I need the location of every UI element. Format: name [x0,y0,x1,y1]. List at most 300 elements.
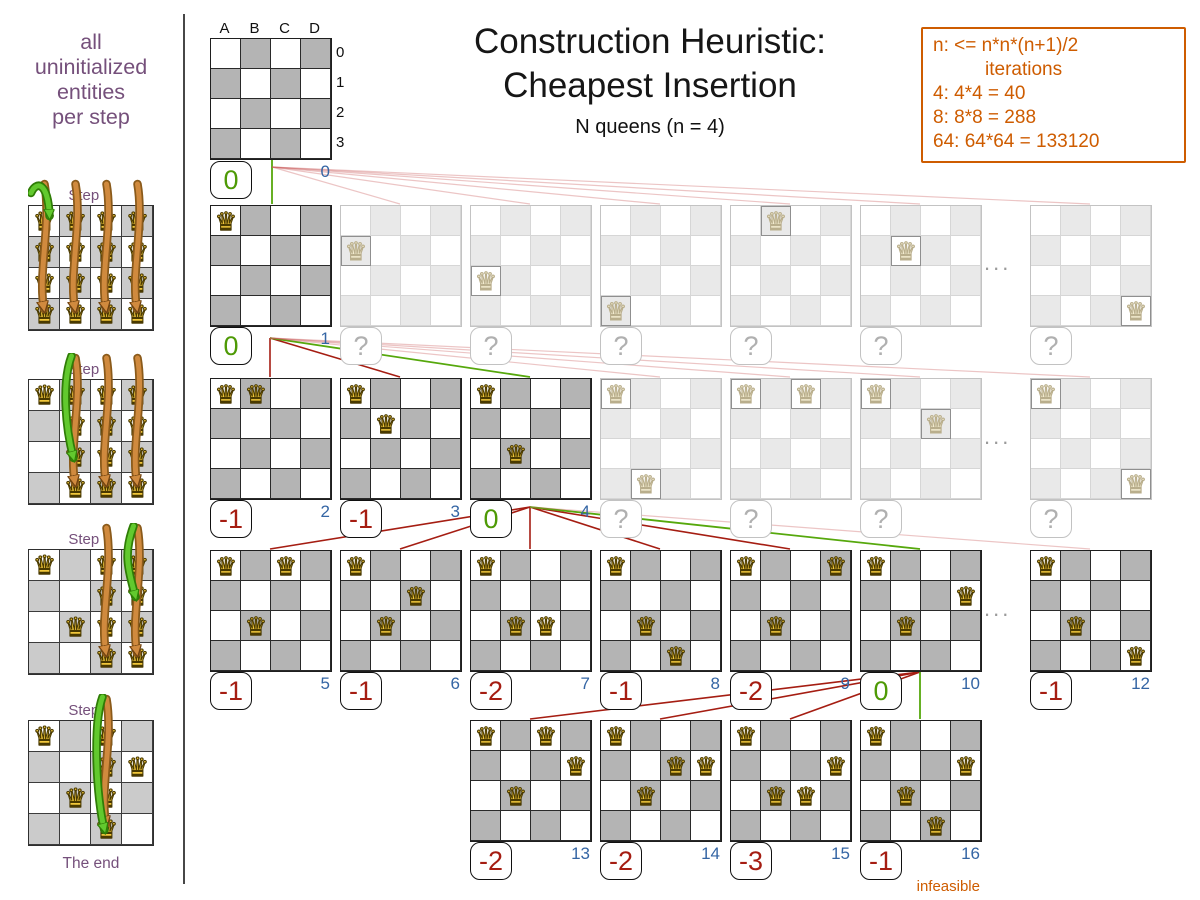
board-cell [60,550,91,581]
board-cell [601,266,631,296]
board-cell [761,751,791,781]
queen-icon: ♛ [63,206,88,237]
queen-icon: ♛ [214,206,238,236]
board-cell [431,551,461,581]
score-badge: -3 [730,842,772,880]
chess-board [28,205,154,331]
board-cell [921,236,951,266]
queen-icon: ♛ [534,721,558,751]
board-cell [301,469,331,499]
board-cell [1031,641,1061,671]
board-cell [631,379,661,409]
board-cell [631,721,661,751]
board-cell [29,752,60,783]
board-cell [271,39,301,69]
board-cell [891,296,921,326]
board-cell [1121,236,1151,266]
board-cell [891,266,921,296]
board-cell [561,206,591,236]
queen-icon: ♛ [214,379,238,409]
board-cell [271,581,301,611]
board-cell [761,296,791,326]
queen-icon: ♛ [94,237,119,268]
board-cell [921,266,951,296]
board-cell [211,99,241,129]
board-cell [29,581,60,612]
board-cell [821,611,851,641]
score-badge: -2 [730,672,772,710]
board-cell [531,641,561,671]
board-cell [601,641,631,671]
board-cell [271,69,301,99]
queen-icon: ♛ [125,237,150,268]
board-cell [371,206,401,236]
board-cell [661,236,691,266]
board-cell [471,611,501,641]
iteration-number: 10 [961,674,980,693]
board-cell [921,296,951,326]
column-label: A [219,20,231,37]
board-cell [661,781,691,811]
board-cell [761,439,791,469]
board-cell [341,469,371,499]
board-cell [1031,581,1061,611]
board-cell [731,296,761,326]
board-cell [501,409,531,439]
board-cell [29,643,60,674]
board-cell [691,641,721,671]
intro-line: per step [52,105,130,129]
board-cell [731,266,761,296]
board-cell [241,469,271,499]
score-badge: -1 [340,500,382,538]
queen-icon: ♛ [474,551,498,581]
board-cell [791,641,821,671]
chess-board [730,550,852,672]
board-cell [731,751,761,781]
board-cell [301,551,331,581]
queen-icon: ♛ [341,236,371,266]
board-cell [1091,379,1121,409]
queen-icon: ♛ [734,551,758,581]
score-badge: -1 [860,842,902,880]
board-cell [661,581,691,611]
board-cell [891,439,921,469]
queen-icon: ♛ [94,268,119,299]
chess-board [1030,205,1152,327]
board-cell [761,469,791,499]
board-cell [791,721,821,751]
note-line: 4: 4*4 = 40 [933,83,1026,104]
board-cell [1031,439,1061,469]
score-badge: ? [860,500,902,538]
board-cell [661,811,691,841]
queen-icon: ♛ [94,814,119,845]
queen-icon: ♛ [94,442,119,473]
board-cell [691,611,721,641]
board-cell [761,581,791,611]
board-cell [731,781,761,811]
board-cell [29,612,60,643]
board-cell [1061,206,1091,236]
board-cell [761,379,791,409]
board-cell [1121,439,1151,469]
queen-icon: ♛ [601,379,631,409]
candidate-move-line [272,167,1090,204]
board-cell [561,379,591,409]
queen-icon: ♛ [32,380,57,411]
queen-icon: ♛ [504,611,528,641]
board-cell [861,611,891,641]
queen-icon: ♛ [601,296,631,326]
board-cell [271,266,301,296]
queen-icon: ♛ [344,379,368,409]
board-cell [891,551,921,581]
board-cell [951,409,981,439]
board-cell [861,266,891,296]
board-cell [271,129,301,159]
board-cell [122,721,153,752]
board-cell [631,236,661,266]
board-cell [951,811,981,841]
board-cell [241,236,271,266]
board-cell [661,266,691,296]
board-cell [531,751,561,781]
board-cell [1061,296,1091,326]
board-cell [531,266,561,296]
score-badge: -1 [1030,672,1072,710]
board-cell [601,611,631,641]
board-cell [60,581,91,612]
board-cell [401,379,431,409]
board-cell [531,439,561,469]
board-cell [731,206,761,236]
board-cell [661,611,691,641]
queen-icon: ♛ [63,411,88,442]
queen-icon: ♛ [63,783,88,814]
chess-board [600,550,722,672]
queen-icon: ♛ [861,379,891,409]
candidate-move-line [272,167,790,204]
board-cell [951,236,981,266]
board-cell [761,236,791,266]
board-cell [501,551,531,581]
board-cell [691,296,721,326]
board-cell [691,409,721,439]
board-cell [531,236,561,266]
board-cell [271,236,301,266]
board-cell [271,641,301,671]
board-cell [301,641,331,671]
candidate-move-line [270,338,1090,377]
board-cell [821,409,851,439]
chess-board [340,205,462,327]
board-cell [861,236,891,266]
board-cell [371,439,401,469]
board-cell [531,551,561,581]
board-cell [891,409,921,439]
board-cell [631,266,661,296]
board-cell [211,266,241,296]
board-cell [761,721,791,751]
board-cell [271,379,301,409]
board-cell [211,236,241,266]
row-label: 1 [336,74,345,91]
intro-line: uninitialized [34,55,148,79]
board-cell [761,409,791,439]
queen-icon: ♛ [894,781,918,811]
board-cell [791,811,821,841]
board-cell [1061,439,1091,469]
board-cell [29,442,60,473]
chess-board [470,378,592,500]
chess-board [730,205,852,327]
board-cell [601,206,631,236]
board-cell [561,266,591,296]
board-cell [401,409,431,439]
queen-icon: ♛ [664,751,688,781]
board-cell [601,409,631,439]
board-cell [1121,266,1151,296]
board-cell [301,409,331,439]
board-cell [341,641,371,671]
ellipsis: ... [984,250,1012,275]
board-cell [601,781,631,811]
board-cell [371,379,401,409]
queen-icon: ♛ [94,721,119,752]
board-cell [691,551,721,581]
board-cell [631,409,661,439]
score-badge: ? [1030,327,1072,365]
board-cell [1031,206,1061,236]
iteration-number: 12 [1131,674,1150,693]
board-cell [211,581,241,611]
board-cell [341,409,371,439]
board-cell [661,379,691,409]
board-cell [122,783,153,814]
board-cell [861,206,891,236]
board-cell [501,379,531,409]
board-cell [891,206,921,236]
board-cell [921,206,951,236]
board-cell [631,439,661,469]
board-cell [951,551,981,581]
board-cell [921,641,951,671]
chess-board [28,549,154,675]
board-cell [29,411,60,442]
title-line-2: Cheapest Insertion [503,66,797,105]
board-cell [761,551,791,581]
board-cell [1061,551,1091,581]
board-cell [951,469,981,499]
board-cell [1121,409,1151,439]
board-cell [861,641,891,671]
board-cell [1121,551,1151,581]
board-cell [891,721,921,751]
queen-icon: ♛ [731,379,761,409]
queen-icon: ♛ [924,811,948,841]
board-cell [241,206,271,236]
board-cell [821,581,851,611]
board-cell [601,439,631,469]
score-badge: 0 [210,327,252,365]
end-label: The end [62,855,120,872]
queen-icon: ♛ [94,581,119,612]
board-cell [371,641,401,671]
chess-board [730,720,852,842]
board-cell [431,641,461,671]
board-cell [271,409,301,439]
score-badge: ? [340,327,382,365]
queen-icon: ♛ [214,551,238,581]
board-cell [471,641,501,671]
board-cell [301,266,331,296]
board-cell [211,296,241,326]
board-cell [301,39,331,69]
board-cell [861,751,891,781]
queen-icon: ♛ [734,721,758,751]
queen-icon: ♛ [94,206,119,237]
board-cell [29,783,60,814]
board-cell [1091,641,1121,671]
board-cell [241,439,271,469]
queen-icon: ♛ [125,752,150,783]
board-cell [431,296,461,326]
board-cell [1031,266,1061,296]
page-subtitle: N queens (n = 4) [575,116,725,138]
board-cell [1121,581,1151,611]
chess-board [860,550,982,672]
queen-icon: ♛ [474,721,498,751]
board-cell [1061,469,1091,499]
score-badge: -1 [210,500,252,538]
board-cell [1091,206,1121,236]
queen-icon: ♛ [1031,379,1061,409]
board-cell [791,551,821,581]
board-cell [821,781,851,811]
board-cell [951,266,981,296]
board-cell [211,129,241,159]
iteration-number: 9 [840,674,850,693]
board-cell [661,409,691,439]
board-cell [951,721,981,751]
board-cell [1061,266,1091,296]
queen-icon: ♛ [125,612,150,643]
board-cell [691,439,721,469]
board-cell [731,409,761,439]
queen-icon: ♛ [374,611,398,641]
board-cell [1061,641,1091,671]
board-cell [471,811,501,841]
board-cell [821,206,851,236]
board-cell [1091,469,1121,499]
board-cell [921,611,951,641]
board-cell [1061,236,1091,266]
queen-icon: ♛ [1121,296,1151,326]
board-cell [60,814,91,845]
board-cell [601,581,631,611]
board-cell [371,236,401,266]
board-cell [1031,611,1061,641]
queen-icon: ♛ [125,411,150,442]
board-cell [631,296,661,326]
board-cell [301,581,331,611]
queen-icon: ♛ [244,379,268,409]
board-cell [501,811,531,841]
board-cell [471,206,501,236]
board-cell [661,439,691,469]
board-cell [661,469,691,499]
board-cell [211,409,241,439]
board-cell [60,721,91,752]
board-cell [301,439,331,469]
board-cell [431,581,461,611]
queen-icon: ♛ [634,781,658,811]
board-cell [1061,581,1091,611]
note-line: 64: 64*64 = 133120 [933,131,1100,152]
board-cell [401,469,431,499]
queen-icon: ♛ [864,721,888,751]
board-cell [431,611,461,641]
queen-icon: ♛ [63,237,88,268]
queen-icon: ♛ [764,781,788,811]
board-cell [301,611,331,641]
board-cell [921,581,951,611]
queen-icon: ♛ [894,611,918,641]
board-cell [561,551,591,581]
board-cell [691,266,721,296]
board-cell [891,751,921,781]
board-cell [401,551,431,581]
board-cell [1031,296,1061,326]
queen-icon: ♛ [125,268,150,299]
board-cell [241,129,271,159]
iteration-number: 1 [320,329,330,348]
board-cell [691,581,721,611]
board-cell [861,811,891,841]
queen-icon: ♛ [32,268,57,299]
chess-board [470,720,592,842]
score-badge: -1 [340,672,382,710]
chess-board [28,379,154,505]
board-cell [561,721,591,751]
iteration-number: 16 [961,844,980,863]
board-cell [731,236,761,266]
queen-icon: ♛ [125,473,150,504]
board-cell [1031,236,1061,266]
board-cell [501,469,531,499]
board-cell [631,206,661,236]
board-cell [241,69,271,99]
board-cell [631,751,661,781]
score-badge: ? [600,500,642,538]
board-cell [531,811,561,841]
board-cell [431,409,461,439]
queen-icon: ♛ [63,268,88,299]
queen-icon: ♛ [634,611,658,641]
iteration-number: 6 [450,674,460,693]
score-badge: ? [730,327,772,365]
board-cell [951,439,981,469]
board-cell [561,811,591,841]
board-cell [471,469,501,499]
board-cell [341,611,371,641]
board-cell [211,39,241,69]
iteration-number: 5 [320,674,330,693]
queen-icon: ♛ [404,581,428,611]
score-badge: ? [1030,500,1072,538]
board-cell [791,409,821,439]
